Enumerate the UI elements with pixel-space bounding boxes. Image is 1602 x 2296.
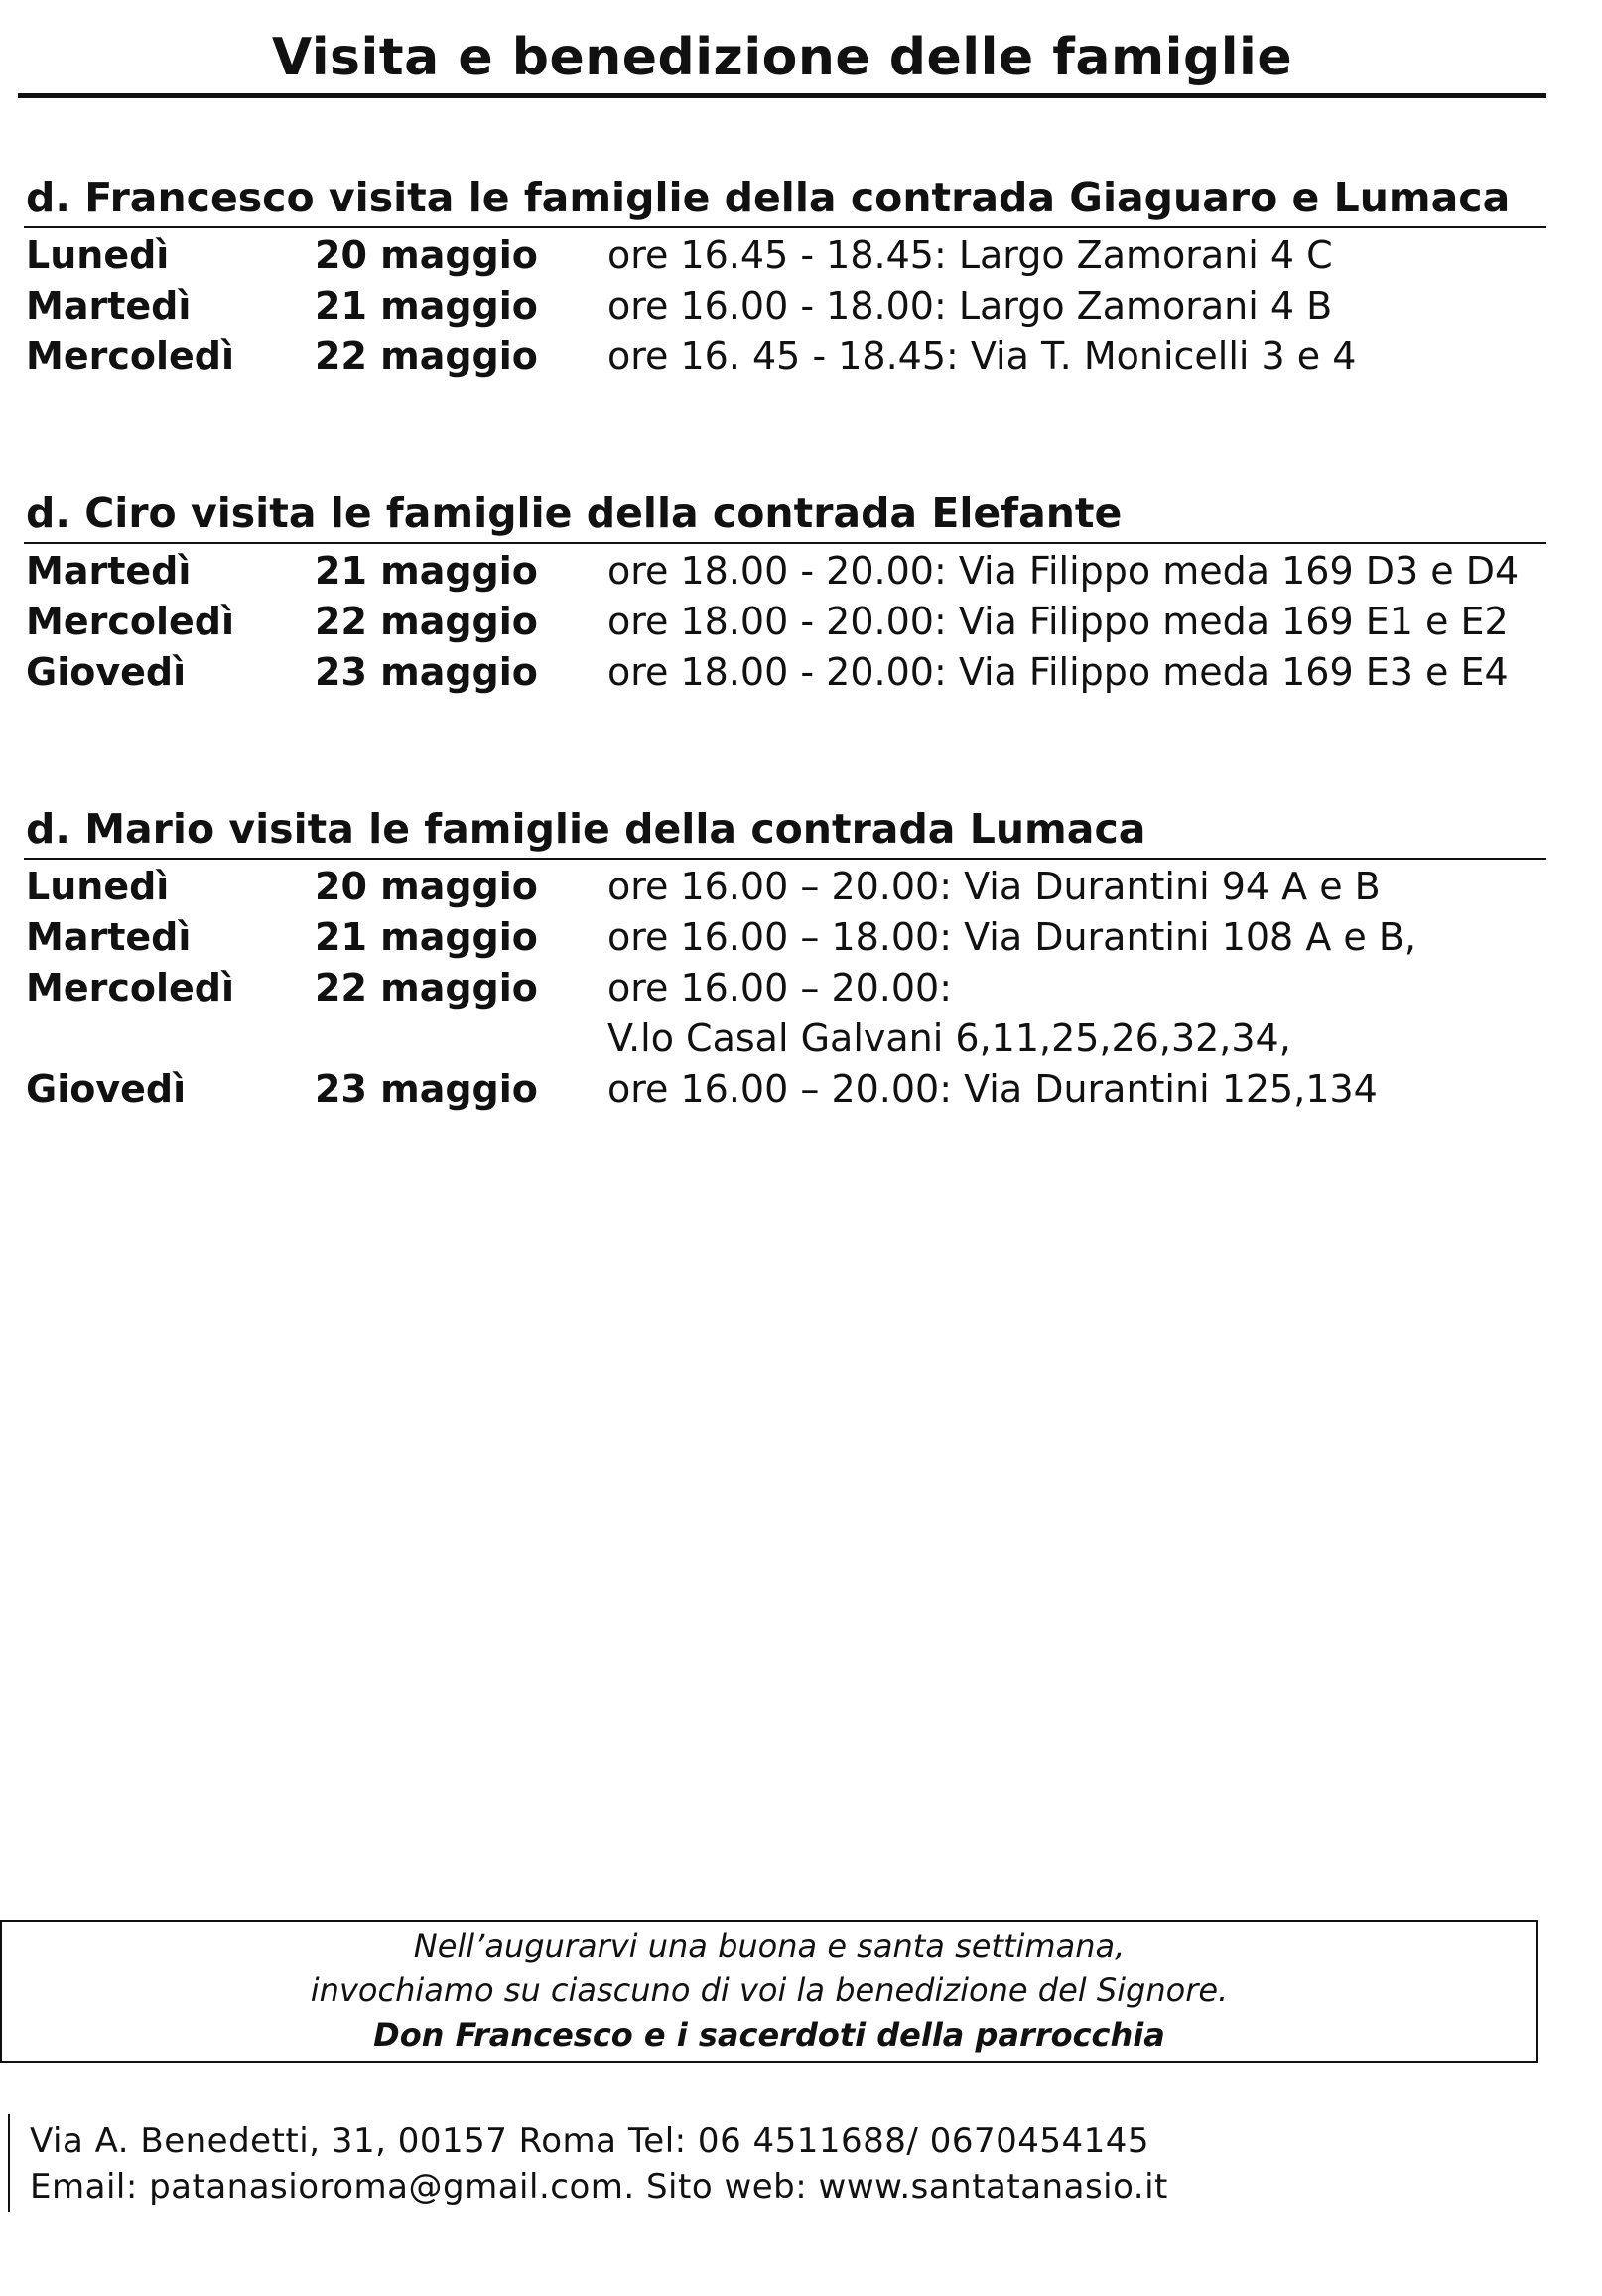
page-title: Visita e benedizione delle famiglie bbox=[271, 28, 1293, 87]
title-divider bbox=[18, 93, 1546, 98]
schedule-row bbox=[24, 862, 1546, 912]
greeting-box bbox=[0, 1920, 1538, 2063]
schedule-row bbox=[24, 647, 1546, 698]
time-address: ore 18.00 - 20.00: Via Filippo meda 169 D3 e D4 bbox=[607, 549, 1520, 593]
date-label: 20 maggio bbox=[315, 865, 538, 908]
section-divider bbox=[24, 858, 1546, 860]
section-mario bbox=[24, 800, 1546, 1115]
schedule-row bbox=[24, 281, 1546, 332]
section-heading: d. Mario visita le famiglie della contrada Lumaca bbox=[26, 805, 1146, 853]
section-divider bbox=[24, 542, 1546, 544]
section-francesco bbox=[24, 169, 1546, 382]
time-address: ore 18.00 - 20.00: Via Filippo meda 169 E3 e E4 bbox=[607, 650, 1509, 694]
schedule-row bbox=[24, 597, 1546, 647]
footer bbox=[0, 2114, 1390, 2296]
footer-address: Via A. Benedetti, 31, 00157 Roma Tel: 06 4511688/ 0670454145 bbox=[30, 2121, 1150, 2161]
section-heading: d. Ciro visita le famiglie della contrada Elefante bbox=[26, 489, 1123, 537]
time-address: ore 16.00 – 18.00: Via Durantini 108 A e B, bbox=[607, 915, 1416, 959]
day-label: Mercoledì bbox=[26, 335, 234, 378]
time-address: ore 16.00 - 18.00: Largo Zamorani 4 B bbox=[607, 284, 1333, 328]
section-divider bbox=[24, 226, 1546, 228]
time-line: ore 16.00 – 20.00: bbox=[607, 966, 953, 1010]
date-label: 21 maggio bbox=[315, 549, 538, 593]
date-label: 22 maggio bbox=[315, 600, 538, 643]
time-address: ore 16.00 – 20.00: Via Durantini 94 A e B bbox=[607, 865, 1381, 908]
time-address: ore 18.00 - 20.00: Via Filippo meda 169 E1 e E2 bbox=[607, 600, 1509, 643]
footer-divider bbox=[8, 2114, 10, 2212]
day-label: Martedì bbox=[26, 915, 192, 959]
schedule-row bbox=[24, 912, 1546, 963]
time-address: ore 16. 45 - 18.45: Via T. Monicelli 3 e 4 bbox=[607, 335, 1357, 378]
signature: Don Francesco e i sacerdoti della parrocchia bbox=[373, 2016, 1165, 2054]
greeting-line: invochiamo su ciascuno di voi la benedizione del Signore. bbox=[310, 1971, 1229, 2009]
day-label: Mercoledì bbox=[26, 966, 234, 1010]
time-address: ore 16.45 - 18.45: Largo Zamorani 4 C bbox=[607, 233, 1333, 277]
date-label: 22 maggio bbox=[315, 335, 538, 378]
address-line: V.lo Casal Galvani 6,11,25,26,32,34, bbox=[607, 1016, 1291, 1060]
time-address bbox=[607, 963, 1291, 1064]
section-heading: d. Francesco visita le famiglie della contrada Giaguaro e Lumaca bbox=[26, 174, 1511, 221]
schedule-row bbox=[24, 546, 1546, 597]
day-label: Lunedì bbox=[26, 233, 170, 277]
date-label: 22 maggio bbox=[315, 966, 538, 1010]
footer-contact: Email: patanasioroma@gmail.com. Sito web: www.santatanasio.it bbox=[30, 2167, 1168, 2207]
schedule-row bbox=[24, 1064, 1546, 1115]
day-label: Martedì bbox=[26, 284, 192, 328]
day-label: Lunedì bbox=[26, 865, 170, 908]
date-label: 21 maggio bbox=[315, 284, 538, 328]
day-label: Giovedì bbox=[26, 1067, 187, 1111]
date-label: 23 maggio bbox=[315, 1067, 538, 1111]
day-label: Giovedì bbox=[26, 650, 187, 694]
date-label: 21 maggio bbox=[315, 915, 538, 959]
section-ciro bbox=[24, 484, 1546, 698]
date-label: 20 maggio bbox=[315, 233, 538, 277]
schedule-row bbox=[24, 332, 1546, 382]
day-label: Martedì bbox=[26, 549, 192, 593]
schedule-row bbox=[24, 230, 1546, 281]
time-address: ore 16.00 – 20.00: Via Durantini 125,134 bbox=[607, 1067, 1378, 1111]
schedule-row bbox=[24, 963, 1546, 1064]
day-label: Mercoledì bbox=[26, 600, 234, 643]
greeting-line: Nell’augurarvi una buona e santa settimana, bbox=[413, 1927, 1126, 1964]
date-label: 23 maggio bbox=[315, 650, 538, 694]
